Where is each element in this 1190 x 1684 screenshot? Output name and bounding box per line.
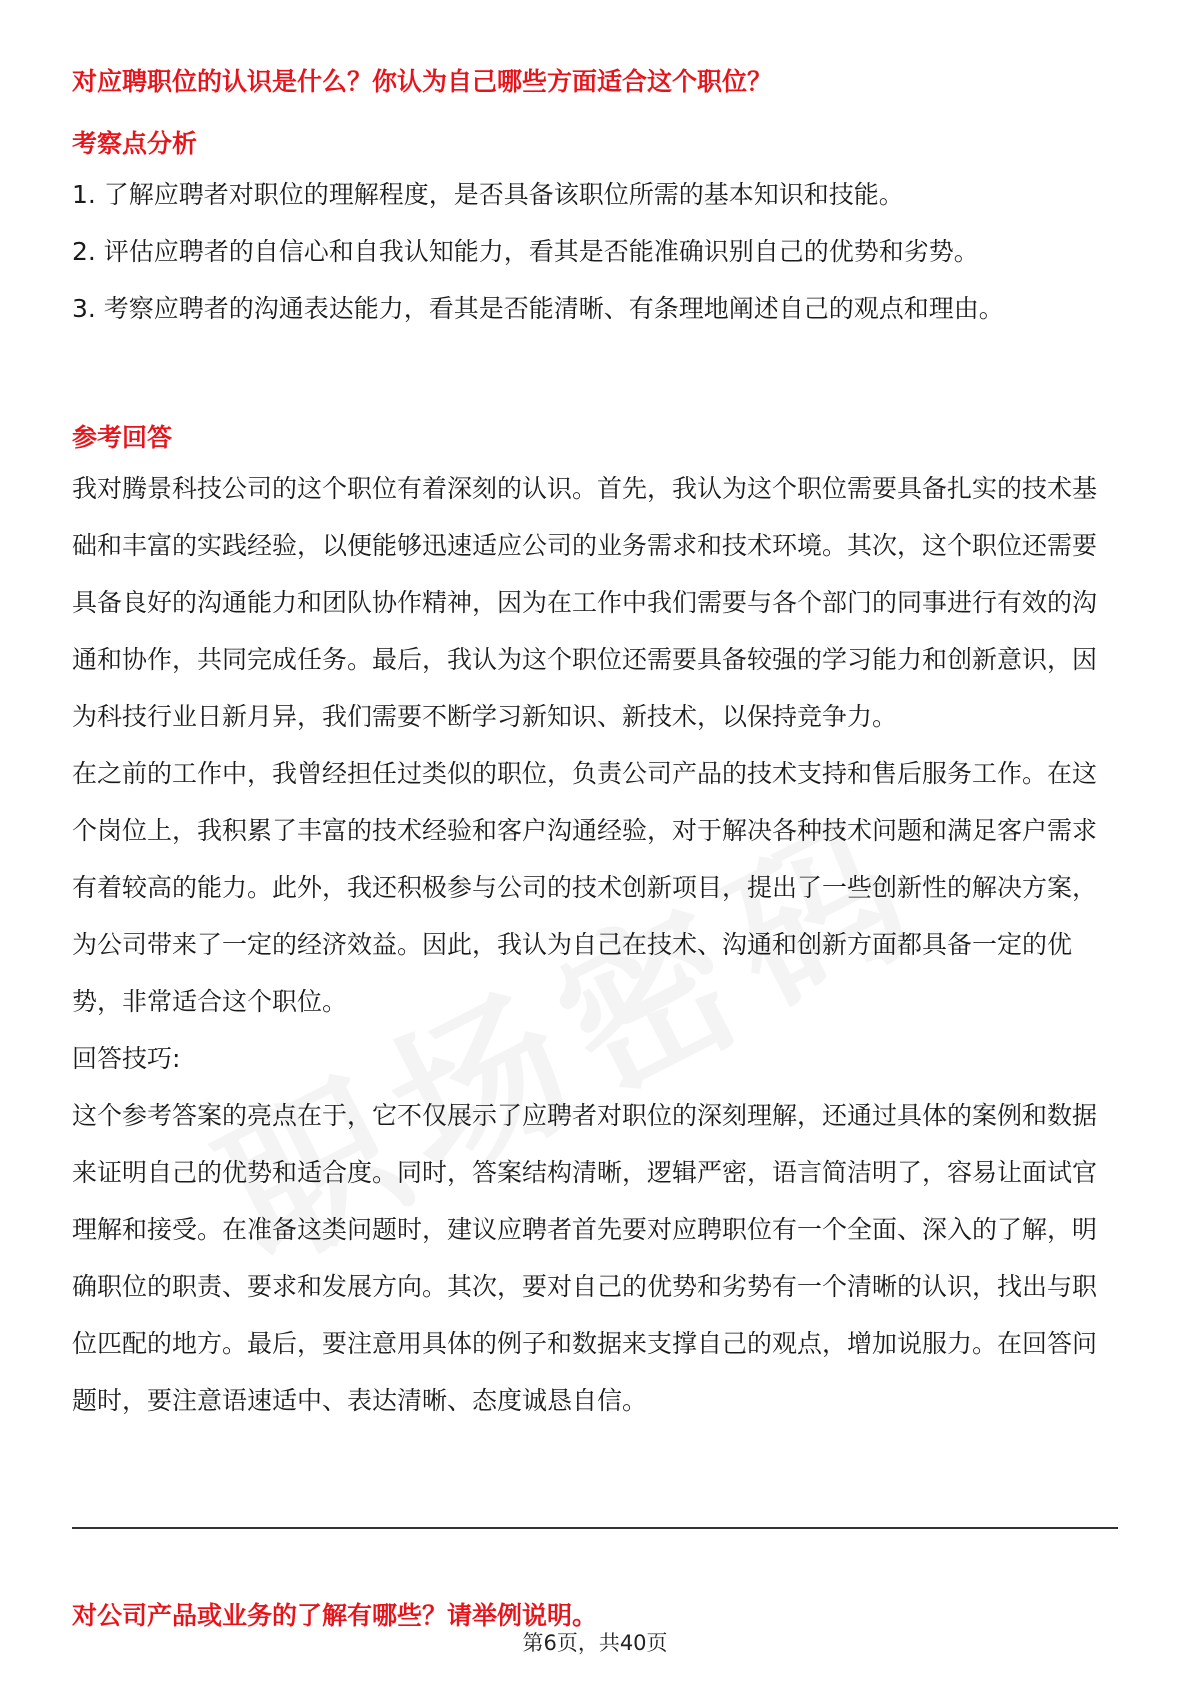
analysis-list [72,166,1118,337]
question-title: 对应聘职位的认识是什么？你认为自己哪些方面适合这个职位？ [72,67,773,96]
tips-paragraph: 这个参考答案的亮点在于，它不仅展示了应聘者对职位的深刻理解，还通过具体的案例和数据来证明自己的优势和适合度。同时，答案结构清晰，逻辑严密，语言简洁明了，容易让面试官理解和接受。在准备这类问题时，建议应聘者首先要对应聘职位有一个全面、深入的了解，明确职位的职责、要求和发展方向。其次，要对自己的优势和劣势有一个清晰的认识，找出与职位匹配的地方。最后，要注意用具体的例子和数据来支撑自己的观点，增加说服力。在回答问题时，要注意语速适中、表达清晰、态度诚恳自信。 [72,1101,1098,1415]
reference-answer [72,460,1118,1429]
tips-label: 回答技巧: [72,1044,181,1073]
reference-heading: 参考回答 [72,423,173,452]
analysis-item: 3. 考察应聘者的沟通表达能力，看其是否能清晰、有条理地阐述自己的观点和理由。 [72,294,1004,323]
answer-paragraph: 在之前的工作中，我曾经担任过类似的职位，负责公司产品的技术支持和售后服务工作。在这个岗位上，我积累了丰富的技术经验和客户沟通经验，对于解决各种技术问题和满足客户需求有着较高的能力。此外，我还积极参与公司的技术创新项目，提出了一些创新性的解决方案，为公司带来了一定的经济效益。因此，我认为自己在技术、沟通和创新方面都具备一定的优势，非常适合这个职位。 [72,759,1098,1016]
next-question-title: 对公司产品或业务的了解有哪些？请举例说明。 [72,1601,598,1630]
analysis-item: 1. 了解应聘者对职位的理解程度，是否具备该职位所需的基本知识和技能。 [72,180,904,209]
analysis-item: 2. 评估应聘者的自信心和自我认知能力，看其是否能准确识别自己的优势和劣势。 [72,237,979,266]
page-number: 第6页，共40页 [522,1631,668,1655]
analysis-heading: 考察点分析 [72,129,198,158]
answer-paragraph: 我对腾景科技公司的这个职位有着深刻的认识。首先，我认为这个职位需要具备扎实的技术基础和丰富的实践经验，以便能够迅速适应公司的业务需求和技术环境。其次，这个职位还需要具备良好的沟通能力和团队协作精神，因为在工作中我们需要与各个部门的同事进行有效的沟通和协作，共同完成任务。最后，我认为这个职位还需要具备较强的学习能力和创新意识，因为科技行业日新月异，我们需要不断学习新知识、新技术，以保持竞争力。 [72,474,1098,731]
section-divider [72,1527,1118,1529]
